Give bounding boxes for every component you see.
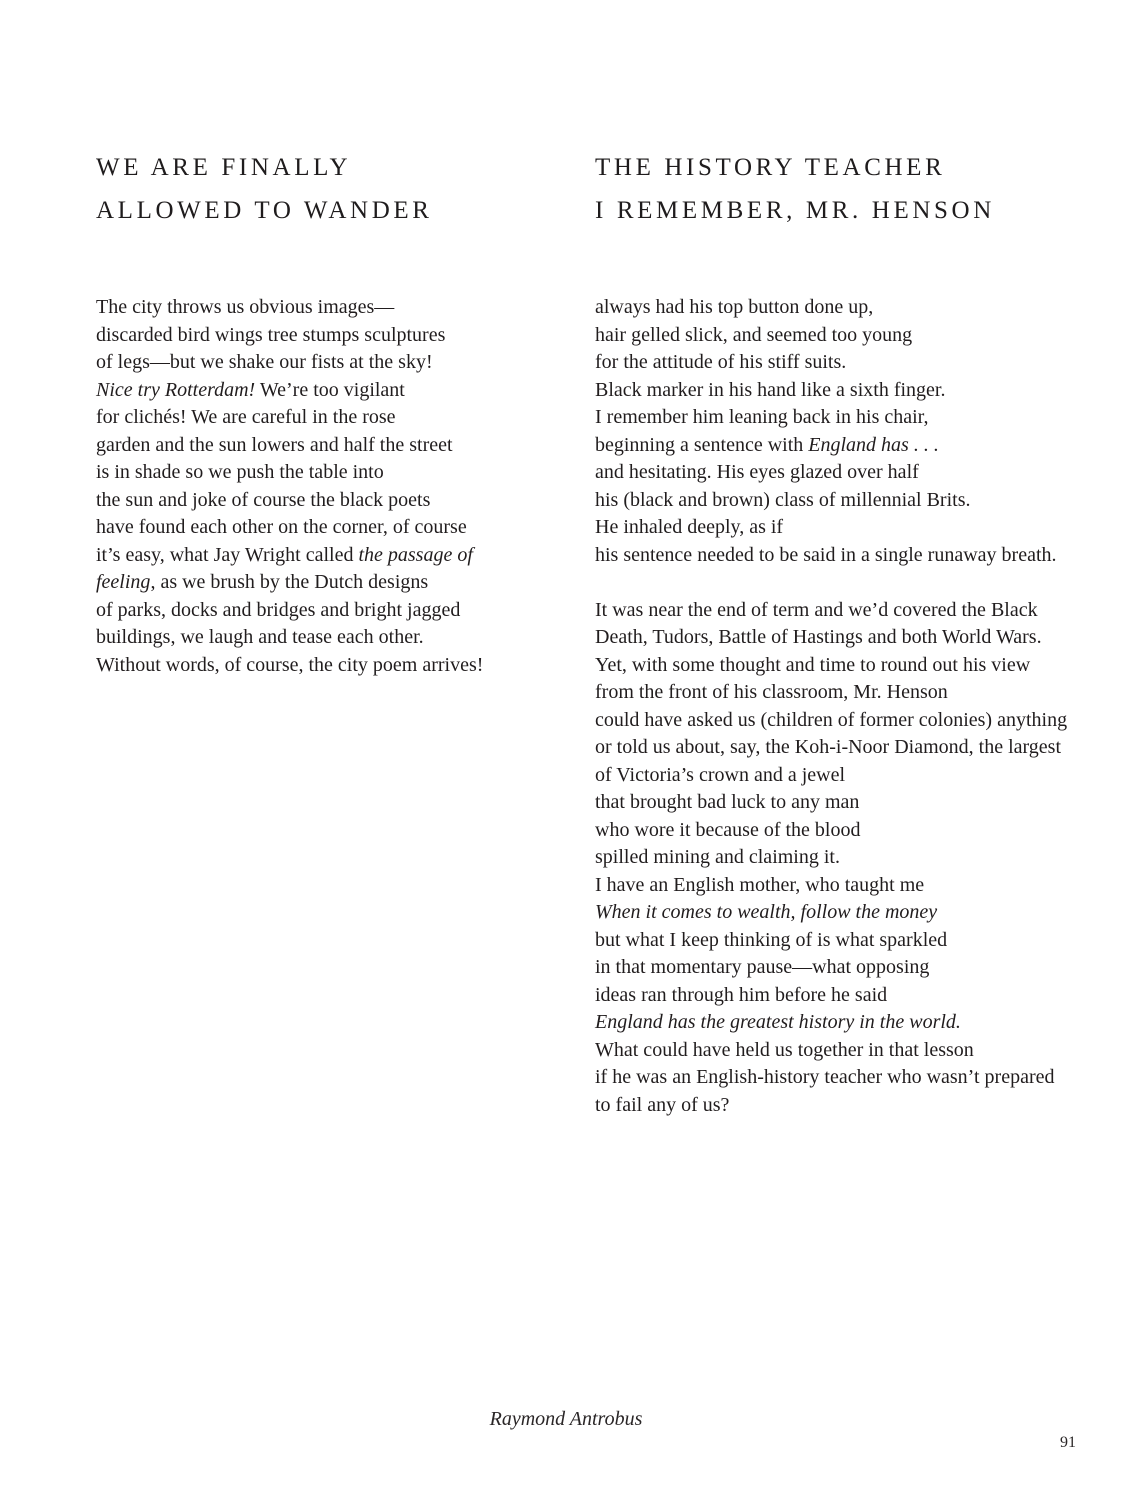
poem-line [96, 377, 566, 405]
poem-line-segment: hair gelled slick, and seemed too young [595, 323, 913, 346]
poem-line [595, 982, 1115, 1010]
poem-line-segment: is in shade so we push the table into [96, 461, 384, 483]
poem-line [96, 542, 566, 570]
poem-line-segment-italic: England has the greatest history in the world. [595, 1011, 961, 1033]
poem-title-line: THE HISTORY TEACHER [595, 154, 946, 181]
poem-line [96, 487, 566, 515]
poem-line [595, 844, 1115, 872]
poem-line [96, 597, 566, 625]
poem-line [595, 514, 1115, 542]
poem-line-segment: but what I keep thinking of is what sparkled [595, 928, 948, 951]
poem-line-segment: Death, Tudors, Battle of Hastings and both World Wars. [595, 626, 1042, 648]
poem-line [595, 542, 1115, 570]
poem-line-segment: his (black and brown) class of millennial Brits. [595, 488, 971, 511]
poem-title-line: WE ARE FINALLY [96, 154, 352, 181]
poem-line-segment: and hesitating. His eyes glazed over half [595, 461, 919, 483]
poem-title [595, 146, 1115, 232]
poem-line-segment: What could have held us together in that lesson [595, 1038, 974, 1061]
poem-line [96, 569, 566, 597]
poem-line [595, 679, 1115, 707]
author-name: Raymond Antrobus [489, 1408, 643, 1430]
poem-line [595, 927, 1115, 955]
poem-line [96, 652, 566, 680]
poem-line-segment-italic: England has . . . [808, 433, 939, 456]
poem-line-segment: the sun and joke of course the black poets [96, 488, 431, 511]
poem-line-segment-italic: the passage of [358, 543, 473, 566]
poem-line [595, 817, 1115, 845]
poem-line-segment: ideas ran through him before he said [595, 983, 888, 1006]
poem-line-segment: discarded bird wings tree stumps sculptures [96, 323, 446, 346]
poem-body [96, 294, 566, 679]
poem-line [595, 432, 1115, 460]
poem-line-segment: I have an English mother, who taught me [595, 873, 925, 896]
poem-line-segment: It was near the end of term and we’d covered the Black [595, 598, 1038, 621]
poem-line [595, 789, 1115, 817]
poem-line-segment: of parks, docks and bridges and bright jagged [96, 598, 461, 621]
poem-line-segment: to fail any of us? [595, 1093, 730, 1116]
poem-line [595, 294, 1115, 322]
poem-line-segment: buildings, we laugh and tease each other. [96, 626, 424, 648]
poem-line-segment: Without words, of course, the city poem arrives! [96, 653, 484, 676]
poem-line-segment: that brought bad luck to any man [595, 791, 860, 813]
poem-line-segment: could have asked us (children of former colonies) anything [595, 708, 1068, 731]
poem-line [595, 872, 1115, 900]
poem-line-segment: of Victoria’s crown and a jewel [595, 763, 846, 786]
poem-line-segment: for the attitude of his stiff suits. [595, 351, 847, 373]
poem-line-segment: who wore it because of the blood [595, 818, 861, 841]
poem-line [96, 432, 566, 460]
poem-line-segment: in that momentary pause—what opposing [595, 956, 930, 978]
poem-line [96, 459, 566, 487]
poem-line [595, 899, 1115, 927]
poem-line [595, 624, 1115, 652]
poem-line-segment: from the front of his classroom, Mr. Henson [595, 681, 948, 703]
poem-line [96, 349, 566, 377]
poem-line-segment: for clichés! We are careful in the rose [96, 406, 396, 428]
poem-line [96, 404, 566, 432]
page-number: 91 [1060, 1434, 1076, 1451]
poem-line-segment-italic: feeling [96, 571, 151, 593]
poem-line-segment: spilled mining and claiming it. [595, 846, 840, 868]
poem-line-segment: The city throws us obvious images— [96, 296, 395, 318]
poem-line [96, 624, 566, 652]
poem-line-segment: We’re too vigilant [255, 378, 405, 401]
poem-body [595, 294, 1115, 1119]
poem-line [595, 1009, 1115, 1037]
poem-line [595, 707, 1115, 735]
poem-line [96, 322, 566, 350]
poem-line [595, 1092, 1115, 1120]
poem-line [595, 734, 1115, 762]
stanza [595, 597, 1115, 1120]
poem-line [595, 487, 1115, 515]
poem-line [595, 459, 1115, 487]
poem-we-are-finally-allowed-to-wander [96, 146, 566, 679]
poem-line [595, 652, 1115, 680]
poem-line [595, 1037, 1115, 1065]
poem-the-history-teacher-i-remember [595, 146, 1115, 1119]
poem-line-segment: I remember him leaning back in his chair, [595, 406, 929, 428]
poem-line-segment: his sentence needed to be said in a single runaway breath. [595, 543, 1057, 566]
poem-line-segment: or told us about, say, the Koh-i-Noor Diamond, the largest [595, 736, 1062, 758]
poem-line-segment: if he was an English-history teacher who wasn’t prepared [595, 1066, 1055, 1088]
poem-line-segment: , as we brush by the Dutch designs [150, 571, 429, 593]
poem-title [96, 146, 566, 232]
poem-line [595, 404, 1115, 432]
poem-line [595, 1064, 1115, 1092]
poem-line [595, 322, 1115, 350]
poem-line-segment: Yet, with some thought and time to round out his view [595, 653, 1031, 676]
poem-line [96, 514, 566, 542]
poem-line [595, 762, 1115, 790]
poem-line-segment: always had his top button done up, [595, 296, 874, 318]
poem-line-segment: have found each other on the corner, of course [96, 516, 467, 538]
poem-line-segment: Black marker in his hand like a sixth finger. [595, 378, 946, 401]
stanza [595, 294, 1115, 569]
poem-line-segment: He inhaled deeply, as if [595, 516, 784, 538]
poem-line [96, 294, 566, 322]
poem-line-segment: garden and the sun lowers and half the street [96, 433, 453, 456]
poem-title-line: ALLOWED TO WANDER [96, 197, 433, 224]
stanza [96, 294, 566, 679]
poem-line [595, 377, 1115, 405]
poem-line [595, 349, 1115, 377]
poem-line-segment: of legs—but we shake our fists at the sky! [96, 351, 433, 373]
poem-line-segment-italic: When it comes to wealth, follow the money [595, 901, 938, 923]
poem-line-segment: it’s easy, what Jay Wright called [96, 543, 359, 566]
poem-title-line: I REMEMBER, MR. HENSON [595, 197, 995, 224]
poem-line [595, 597, 1115, 625]
poem-line-segment: beginning a sentence with [595, 433, 809, 456]
poem-line-segment-italic: Nice try Rotterdam! [96, 378, 256, 401]
poem-line [595, 954, 1115, 982]
